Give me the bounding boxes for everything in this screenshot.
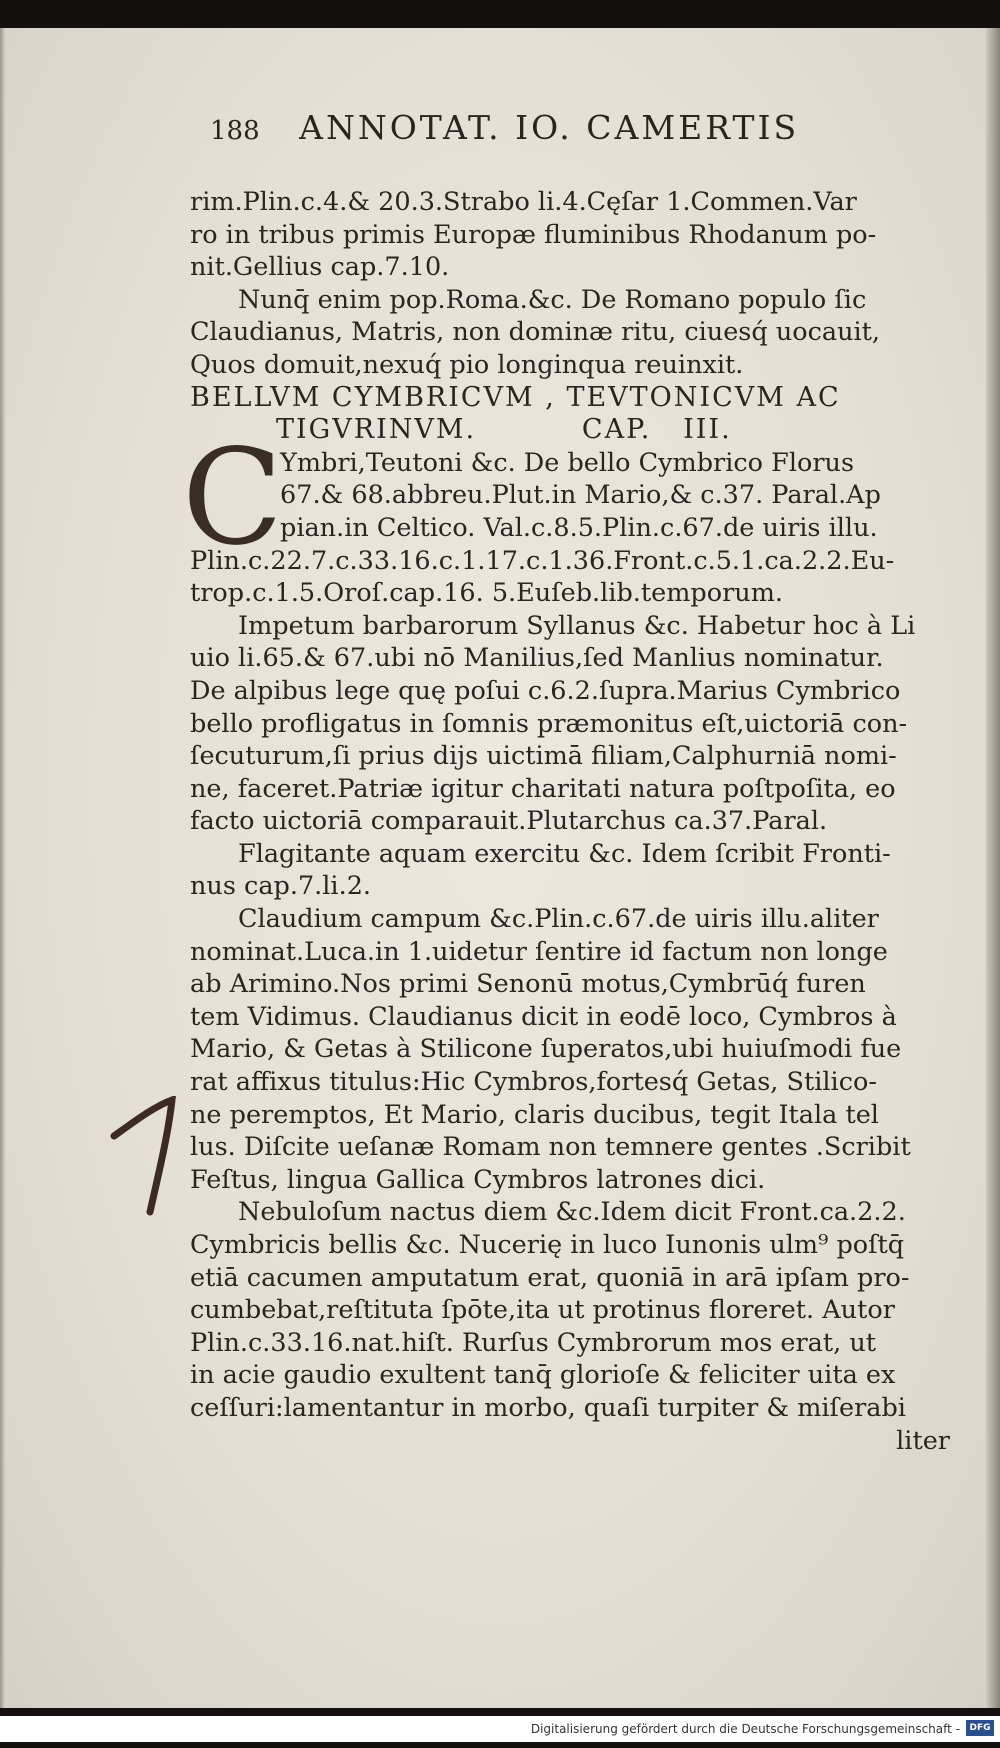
running-title: ANNOTAT. IO. CAMERTIS [299, 108, 800, 147]
text-line: Impetum barbarorum Syllanus &c. Habetur hoc à Li [238, 610, 916, 641]
text-line: Cymbricis bellis &c. Nucerię in luco Iunonis ulm⁹ poſtq̄ [190, 1230, 905, 1260]
text-line: tem Vidimus. Claudianus dicit in eodē loco, Cymbros à [190, 1001, 897, 1032]
text-line: in acie gaudio exultent tanq̄ glorioſe & feliciter uita ex [190, 1360, 896, 1391]
text-line: ro in tribus primis Europæ fluminibus Rhodanum po- [190, 219, 877, 250]
footer-credit: Digitalisierung gefördert durch die Deutsche Forschungsgemeinschaft - [530, 1722, 960, 1736]
text-line: cumbebat,reſtituta ſpōte,ita ut protinus floreret. Autor [190, 1295, 895, 1326]
text-line: Claudianus, Matris, non dominæ ritu, ciuesq́ uocauit, [190, 317, 881, 348]
text-line: De alpibus lege quę poſui c.6.2.ſupra.Marius Cymbrico [190, 675, 901, 706]
chapter-heading: BELLVM CYMBRICVM , TEVTONICVM AC [190, 381, 841, 413]
text-line: Nebuloſum nactus diem &c.Idem dicit Front.ca.2.2. [238, 1197, 906, 1228]
book-page [0, 28, 1000, 1708]
text-line: trop.c.1.5.Oroſ.cap.16. 5.Euſeb.lib.temporum. [190, 578, 783, 609]
text-line: lus. Diſcite ueſanæ Romam non temnere gentes .Scribit [190, 1132, 911, 1163]
text-line: ſecuturum,ſi prius dijs uictimā filiam,Calphurniā nomi- [190, 741, 897, 772]
text-line: ne peremptos, Et Mario, claris ducibus, tegit Itala tel [190, 1099, 879, 1130]
text-line: Plin.c.33.16.nat.hiſt. Rurſus Cymbrorum mos erat, ut [190, 1327, 877, 1358]
text-line: rim.Plin.c.4.& 20.3.Strabo li.4.Cęſar 1.Commen.Var [190, 187, 857, 217]
text-line: Mario, & Getas à Stilicone ſuperatos,ubi huiuſmodi fue [190, 1034, 902, 1065]
text-line: facto uictoriā comparauit.Plutarchus ca.37.Paral. [190, 806, 828, 837]
text-line: ne, faceret.Patriæ igitur charitati natura poſtpoſita, eo [190, 773, 896, 804]
text-line: nominat.Luca.in 1.uidetur ſentire id factum non longe [190, 936, 888, 967]
text-line: Quos domuit,nexuq́ pio longinqua reuinxit. [190, 349, 744, 380]
page-edge-left [0, 28, 6, 1708]
running-header [210, 108, 910, 147]
text-line: uio li.65.& 67.ubi nō Manilius,ſed Manlius nominatur. [190, 643, 884, 674]
page-edge-right [986, 28, 1000, 1708]
drop-cap: C [182, 421, 283, 575]
text-line: ab Arimino.Nos primi Senonū motus,Cymbrūq́ furen [190, 969, 866, 1000]
digitization-footer [0, 1716, 1000, 1742]
text-line: nit.Gellius cap.7.10. [190, 252, 450, 283]
text-line: rat affixus titulus:Hic Cymbros,fortesq́ Getas, Stilico- [190, 1067, 877, 1098]
text-line: Plin.c.22.7.c.33.16.c.1.17.c.1.36.Front.c.5.1.ca.2.2.Eu- [190, 545, 895, 576]
text-line: Feſtus, lingua Gallica Cymbros latrones dici. [190, 1164, 766, 1195]
text-line: nus cap.7.li.2. [190, 871, 372, 902]
text-line: Ymbri,Teutoni &c. De bello Cymbrico Florus [280, 447, 855, 478]
text-line: Claudium campum &c.Plin.c.67.de uiris illu.aliter [238, 904, 879, 935]
dfg-logo-icon: DFG [966, 1720, 994, 1736]
text-line: ceſſuri:lamentantur in morbo, quaſi turpiter & miſerabi [190, 1392, 906, 1423]
handwritten-mark-icon [110, 1096, 190, 1216]
text-line: 67.& 68.abbreu.Plut.in Mario,& c.37. Paral.Ap [280, 480, 881, 511]
page-number: 188 [210, 116, 260, 146]
text-line: Flagitante aquam exercitu &c. Idem ſcribit Fronti- [238, 838, 891, 869]
text-line: Nunq̄ enim pop.Roma.&c. De Romano populo ſic [238, 284, 867, 315]
catchword: liter [896, 1425, 950, 1456]
chapter-heading: TIGVRINVM. CAP. III. [276, 414, 732, 446]
text-body [182, 186, 950, 1457]
text-line: bello profligatus in ſomnis præmonitus eſt,uictoriā con- [190, 708, 908, 739]
text-line: pian.in Celtico. Val.c.8.5.Plin.c.67.de uiris illu. [280, 512, 878, 543]
text-line: etiā cacumen amputatum erat, quoniā in arā ipſam pro- [190, 1262, 910, 1293]
